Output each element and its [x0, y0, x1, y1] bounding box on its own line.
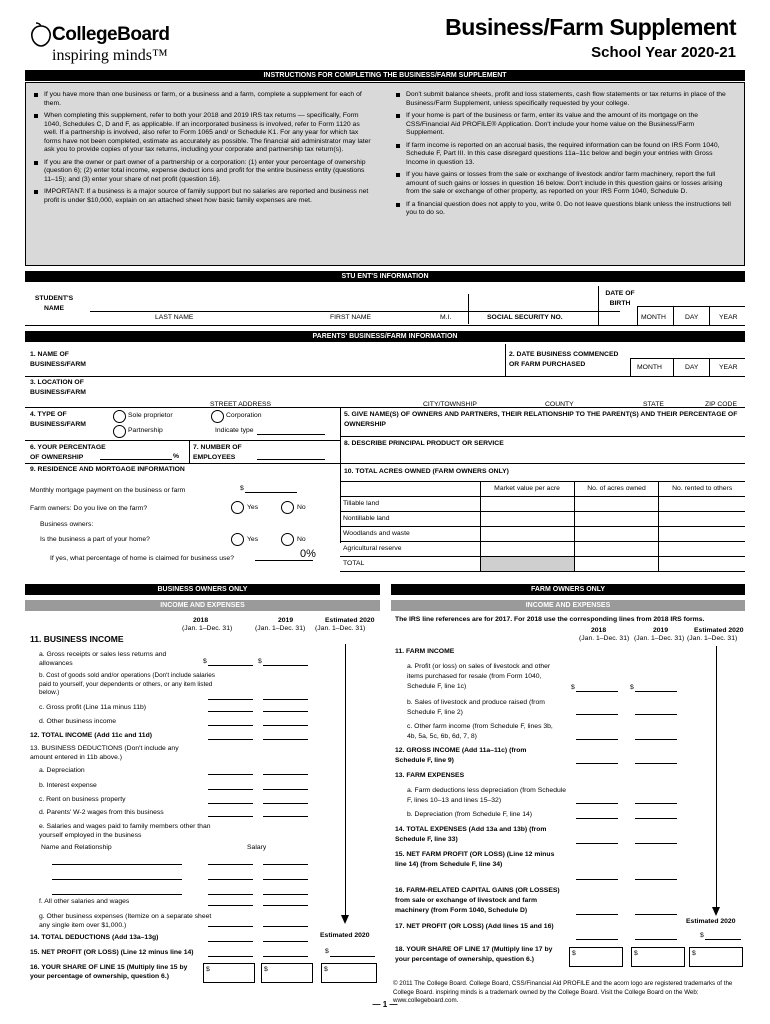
- arrow-head-icon: [712, 907, 720, 916]
- q15-label: 15. NET PROFIT (OR LOSS) (Line 12 minus line 14): [30, 949, 194, 956]
- farm-q15-label: 15. NET FARM PROFIT (OR LOSS) (Line 12 minus line 14) (from Schedule F, line 34): [395, 851, 555, 868]
- q12-2019[interactable]: [263, 732, 308, 740]
- instructions-panel: [25, 82, 745, 266]
- farm-q14-2018[interactable]: [576, 836, 618, 844]
- name-rel-label: Name and Relationship: [41, 844, 112, 851]
- q16-2018-box[interactable]: $: [203, 963, 255, 983]
- last-name-label: LAST NAME: [155, 314, 194, 321]
- dob-day: DAY: [685, 314, 699, 321]
- period-2019: (Jan. 1–Dec. 31): [255, 625, 306, 632]
- farm-q16-2019[interactable]: [635, 907, 677, 915]
- farm-q17-2018[interactable]: [576, 932, 618, 940]
- q13e-label: e. Salaries and wages paid to family members other than yourself employed in the business: [39, 823, 211, 839]
- q13d-label: d. Parents' W-2 wages from this business: [39, 809, 164, 816]
- q10-label: 10. TOTAL ACRES OWNED (FARM OWNERS ONLY): [344, 468, 509, 475]
- farm-q13b-label: b. Depreciation (from Schedule F, line 14): [407, 811, 533, 818]
- student-row: [25, 286, 745, 326]
- mortgage-field[interactable]: [245, 485, 297, 493]
- q13a-2018[interactable]: [208, 767, 253, 775]
- farm-q13b-2018[interactable]: [576, 811, 618, 819]
- acorn-icon: [28, 22, 54, 48]
- sole-proprietor-label: Sole proprietor: [128, 412, 173, 419]
- partnership-label: Partnership: [128, 427, 163, 434]
- q13c-2018[interactable]: [208, 796, 253, 804]
- q13f-label: f. All other salaries and wages: [39, 898, 130, 905]
- q2-day: DAY: [685, 364, 699, 371]
- q13a-2019[interactable]: [263, 767, 308, 775]
- business-section: 2018 2019 Estimated 2020 (Jan. 1–Dec. 31) (Jan. 1–Dec. 31) (Jan. 1–Dec. 31) 11. BUSINESS INCOME a. Gross receipts or sales less returns and allowances $ $ b. Cost of goods sold and/or operations (Don't include salaries paid to yourself, your dependents or others, or any item listed below.) c. Gross profit (Line 11a minus 11b) d. Other business income 12. TOTAL INCOME (Add 11c and 11d) 13. BUSINESS DEDUCTIONS (Don't include any amount entered in 11b above.) a. Depreciation b. Interest expense c. Rent on business property d. Parents' W-2 wages from this business e. Salaries and wages paid to family members other than yourself employed in the business Name and Relationship Salary f. All other salaries and wages g. Other business expenses (Itemize on a separate sheet any single item over $1,000.) 14. TOTAL DEDUCTIONS (Add 13a–13g) Estimated 2020 15. NET PROFIT (OR LOSS) (Line 12 minus line 14) $ 16. YOUR SHARE OF LINE 15 (Multiply line 15 by your percentage of ownership, question 6.) $ $ $: [25, 614, 380, 994]
- q11d-label: d. Other business income: [39, 718, 117, 725]
- brand-name: CollegeBoard: [52, 24, 170, 45]
- farm-q15-2019[interactable]: [635, 872, 677, 880]
- instruction-item: If your home is part of the business or farm, enter its value and the amount of its mortgage on the CSS/Financial Aid PROFILE® Application. Don't include your home value on the Business/Farm Supplement.: [394, 112, 734, 138]
- period-2018: (Jan. 1–Dec. 31): [182, 625, 233, 632]
- est-2020-label: Estimated 2020: [320, 932, 370, 939]
- q16-2020-box[interactable]: $: [321, 963, 377, 983]
- farm-q18-2018-box[interactable]: $: [569, 947, 623, 967]
- corporation-label: Corporation: [226, 412, 262, 419]
- instruction-item: If you are the owner or part owner of a partnership or a corporation: (1) enter your percentage of ownership (question 6); (2) enter total income, expense deduct ions and profit for the entire business entity (questions 11–15); and (3) enter your share of net profit (question 16).: [32, 159, 372, 185]
- q11b-2018[interactable]: [208, 692, 253, 700]
- instructions-right: [394, 91, 734, 222]
- q2-year: YEAR: [719, 364, 738, 371]
- q11-farm-label: 11. FARM INCOME: [395, 648, 455, 655]
- farm-q11b-label: b. Sales of livestock and produce raised (from Schedule F, line 2): [407, 699, 545, 716]
- farm-section: The IRS line references are for 2017. For 2018 use the corresponding lines from 2018 IRS forms. 2018 2019 Estimated 2020 (Jan. 1–Dec. 31) (Jan. 1–Dec. 31) (Jan. 1–Dec. 31) 11. FARM INCOME a. Profit (or loss) on sales of livestock and other items purchased for resale (from Form 1040, Schedule F, line 1c) $ $ b. Sales of livestock and produce raised (from Schedule F, line 2) c. Other farm income (from Schedule F, lines 3b, 4b, 5a, 5c, 6b, 6d, 7, 8) 12. GROSS INCOME (Add 11a–11c) (from Schedule F, line 9) 13. FARM EXPENSES a. Farm deductions less depreciation (from Schedule F, lines 10–13 and lines 15–32) b. Depreciation (from Schedule F, line 14) 14. TOTAL EXPENSES (Add 13a and 13b) (from Schedule F, line 33) 15. NET FARM PROFIT (OR LOSS) (Line 12 minus line 14) (from Schedule F, line 34) 16. FARM-RELATED CAPITAL GAINS (OR LOSSES) from sale or exchange of livestock and farm machinery (from Form 1040, Schedule D) Estimated 2020 17. NET PROFIT (OR LOSS) (Add lines 15 and 16) $ 18. YOUR SHARE OF LINE 17 (Multiply line 17 by your percentage of ownership, question 6.) $ $ $: [391, 614, 745, 984]
- down-arrow-icon: [345, 644, 346, 916]
- farm-q13a-2019[interactable]: [635, 796, 677, 804]
- home-part-no: No: [297, 536, 306, 543]
- business-owners-title: BUSINESS OWNERS ONLY: [25, 584, 380, 595]
- table-row: Agricultural reserve: [340, 542, 745, 557]
- q13d-2018[interactable]: [208, 809, 253, 817]
- student-name-label: STUDENT'S NAME: [34, 295, 74, 312]
- indicate-type-label: Indicate type: [215, 427, 254, 434]
- farm-q11c-2019[interactable]: [635, 732, 677, 740]
- first-name-label: FIRST NAME: [330, 314, 372, 321]
- salary-label: Salary: [247, 844, 267, 851]
- indicate-type-field[interactable]: [257, 427, 325, 435]
- farm-q11b-2019[interactable]: [635, 707, 677, 715]
- table-row: Woodlands and waste: [340, 527, 745, 542]
- business-ie-title: INCOME AND EXPENSES: [25, 600, 380, 611]
- q4-label: 4. TYPE OF BUSINESS/FARM: [30, 411, 86, 428]
- state-label: STATE: [643, 401, 664, 408]
- q16-2019-box[interactable]: $: [261, 963, 313, 983]
- farm-q11a-label: a. Profit (or loss) on sales of livestock and other items purchased for resale (from Form 1040, Schedule F, line 1c): [407, 663, 551, 690]
- home-part-yes-radio[interactable]: [231, 533, 244, 546]
- table-row: Nontillable land: [340, 512, 745, 527]
- farm-q13a-label: a. Farm deductions less depreciation (from Schedule F, lines 10–13 and lines 15–32): [407, 787, 567, 804]
- school-year: School Year 2020-21: [591, 44, 736, 61]
- farm-est-2020-label: Estimated 2020: [686, 918, 736, 925]
- farm-q15-2018[interactable]: [576, 872, 618, 880]
- instructions-title: INSTRUCTIONS FOR COMPLETING THE BUSINESS/FARM SUPPLEMENT: [25, 70, 745, 81]
- farm-q14-2019[interactable]: [635, 836, 677, 844]
- q5-label: 5. GIVE NAME(S) OF OWNERS AND PARTNERS, THEIR RELATIONSHIP TO THE PARENT(S) AND THEIR PERCENTAGE OF OWNERSHIP: [344, 411, 738, 428]
- home-part-label: Is the business a part of your home?: [40, 536, 150, 543]
- acres-col-header: No. rented to others: [659, 482, 745, 497]
- family-member-field[interactable]: [52, 857, 182, 865]
- table-row: TOTAL: [340, 557, 745, 572]
- home-part-no-radio[interactable]: [281, 533, 294, 546]
- farm-owners-title: FARM OWNERS ONLY: [391, 584, 745, 595]
- q6-label: 6. YOUR PERCENTAGE OF OWNERSHIP: [30, 444, 106, 461]
- year-2018: 2018: [193, 617, 209, 624]
- q13b-2018[interactable]: [208, 782, 253, 790]
- home-part-yes: Yes: [247, 536, 259, 543]
- q11a-label: a. Gross receipts or sales less returns and allowances: [39, 651, 167, 667]
- q13g-label: g. Other business expenses (Itemize on a separate sheet any single item over $1,000.): [39, 913, 212, 929]
- instruction-item: Don't submit balance sheets, profit and loss statements, cash flow statements or tax returns in place of the Business/Farm Supplement, unless specifically requested by your college.: [394, 91, 734, 108]
- student-section-title: STU ENT'S INFORMATION: [25, 271, 745, 282]
- acres-col-header: Market value per acre: [480, 482, 574, 497]
- q11a-2019[interactable]: [263, 658, 308, 666]
- q12-label: 12. TOTAL INCOME (Add 11c and 11d): [30, 732, 152, 739]
- ownership-field[interactable]: [100, 452, 172, 460]
- farm-year-2020: Estimated 2020: [694, 627, 744, 634]
- q13c-2019[interactable]: [263, 796, 308, 804]
- acres-table: [340, 481, 745, 572]
- page-number: — 1 —: [372, 1000, 398, 1009]
- q9-label: 9. RESIDENCE AND MORTGAGE INFORMATION: [30, 466, 185, 473]
- city-label: CITY/TOWNSHIP: [423, 401, 477, 408]
- q11a-2018[interactable]: [208, 658, 253, 666]
- farm-q13-label: 13. FARM EXPENSES: [395, 772, 465, 779]
- q14-2018[interactable]: [208, 934, 253, 942]
- pct-home-value: 0%: [300, 548, 316, 560]
- farm-year-2019: 2019: [653, 627, 669, 634]
- instruction-item: When completing this supplement, refer to both your 2018 and 2019 IRS tax returns — specifically, Form 1040, Schedules C, D and F, as applicable. If an incorporated business is involved, refer to Form 1120 as well. If a partnership is involved, also refer to Form 1065 and/ or Schedule K1. For any year for which tax forms have not been completed, estimate as accurately as possible. The financial aid administrator may later ask you to provide copies of your tax returns, including your corporate and partnership tax return(s).: [32, 112, 372, 155]
- q16-label: 16. YOUR SHARE OF LINE 15 (Multiply line 15 by your percentage of ownership, question 6.): [30, 964, 188, 980]
- farm-q12-2018[interactable]: [576, 756, 618, 764]
- farm-q16-2018[interactable]: [576, 907, 618, 915]
- q14-label: 14. TOTAL DEDUCTIONS (Add 13a–13g): [30, 934, 159, 941]
- q1-label: 1. NAME OF BUSINESS/FARM: [30, 351, 86, 368]
- q7-label: 7. NUMBER OF EMPLOYEES: [193, 444, 242, 461]
- farm-q17-label: 17. NET PROFIT (OR LOSS) (Add lines 15 and 16): [395, 923, 554, 930]
- farm-q11a-2018[interactable]: [576, 684, 618, 692]
- q13b-2019[interactable]: [263, 782, 308, 790]
- q8-label: 8. DESCRIBE PRINCIPAL PRODUCT OR SERVICE: [344, 440, 504, 447]
- partnership-radio[interactable]: [113, 425, 126, 438]
- q14-2019[interactable]: [263, 934, 308, 942]
- q11b-label: b. Cost of goods sold and/or operations (Don't include salaries paid to yourself, your dependents or others, or any item listed below.): [39, 672, 215, 696]
- farm-note: The IRS line references are for 2017. For 2018 use the corresponding lines from 2018 IRS forms.: [395, 616, 705, 623]
- arrow-head-icon: [341, 915, 349, 924]
- q13b-label: b. Interest expense: [39, 782, 97, 789]
- q11c-label: c. Gross profit (Line 11a minus 11b): [39, 704, 147, 711]
- year-est-2020: Estimated 2020: [325, 617, 375, 624]
- college-board-logo: [28, 20, 228, 66]
- farm-q12-label: 12. GROSS INCOME (Add 11a–11c) (from Schedule F, line 9): [395, 747, 527, 764]
- family-member-field[interactable]: [52, 872, 182, 880]
- instruction-item: IMPORTANT: If a business is a major source of family support but no salaries are reported and business net profit is under $10,000, explain on an attached sheet how basic family expenses are met.: [32, 188, 372, 205]
- q13c-label: c. Rent on business property: [39, 796, 126, 803]
- instruction-item: If a financial question does not apply to you, write 0. Do not leave questions blank unless the instructions tell you to do so.: [394, 201, 734, 218]
- street-label: STREET ADDRESS: [210, 401, 272, 408]
- q3-label: 3. LOCATION OF BUSINESS/FARM: [30, 379, 86, 396]
- employees-field[interactable]: [257, 452, 325, 460]
- farm-q17-2019[interactable]: [635, 932, 677, 940]
- period-2020: (Jan. 1–Dec. 31): [315, 625, 366, 632]
- q15-2019[interactable]: [263, 949, 308, 957]
- farm-q17-2020[interactable]: [705, 932, 741, 940]
- farm-q16-label: 16. FARM-RELATED CAPITAL GAINS (OR LOSSES) from sale or exchange of livestock and farm machinery (from Form 1040, Schedule D): [395, 887, 560, 914]
- q13f-2019[interactable]: [263, 898, 308, 906]
- q11d-2018[interactable]: [208, 718, 253, 726]
- farm-q12-2019[interactable]: [635, 756, 677, 764]
- q15-2020[interactable]: [330, 949, 375, 957]
- dob-year: YEAR: [719, 314, 738, 321]
- year-2019: 2019: [278, 617, 294, 624]
- q13f-2018[interactable]: [208, 898, 253, 906]
- q13-label: 13. BUSINESS DEDUCTIONS (Don't include any amount entered in 11b above.): [30, 745, 179, 761]
- farm-ie-title: INCOME AND EXPENSES: [391, 600, 745, 611]
- q11c-2019[interactable]: [263, 704, 308, 712]
- farm-q18-2020-box[interactable]: $: [689, 947, 743, 967]
- q13g-2018[interactable]: [208, 919, 253, 927]
- farm-q11c-label: c. Other farm income (from Schedule F, lines 3b, 4b, 5a, 5c, 6b, 6d, 7, 8): [407, 723, 553, 740]
- q11-business-label: 11. BUSINESS INCOME: [30, 634, 124, 644]
- brand-tagline: inspiring minds™: [52, 47, 168, 64]
- corporation-radio[interactable]: [211, 410, 224, 423]
- instruction-item: If you have more than one business or farm, or a business and a farm, complete a supplement for each of them.: [32, 91, 372, 108]
- q11d-2019[interactable]: [263, 718, 308, 726]
- business-owners-label: Business owners:: [40, 521, 94, 528]
- pct-sign: %: [173, 453, 180, 460]
- parents-section: [25, 344, 745, 586]
- farm-q18-2019-box[interactable]: $: [631, 947, 685, 967]
- farm-q13b-2019[interactable]: [635, 811, 677, 819]
- parents-section-title: PARENTS' BUSINESS/FARM INFORMATION: [25, 331, 745, 342]
- zip-label: ZIP CODE: [705, 401, 737, 408]
- farm-q11b-2018[interactable]: [576, 707, 618, 715]
- instruction-item: If you have gains or losses from the sale or exchange of livestock and/or farm machinery, report the full amount of such gains or losses in question 16 below. Don't include in this question gains or losses arising from the sale or exchange of other property, as reported on your IRS Form 1040, Schedule D.: [394, 171, 734, 197]
- q13g-2019[interactable]: [263, 919, 308, 927]
- mi-label: M.I.: [440, 314, 452, 321]
- county-label: COUNTY: [545, 401, 574, 408]
- farm-year-2018: 2018: [591, 627, 607, 634]
- instruction-item: If farm income is reported on an accrual basis, the required information can be found on IRS Form 1040, Schedule F, Part III. In this case disregard questions 11a–11c below and begin your entries with Gross Income in question 13.: [394, 142, 734, 168]
- live-on-farm-yes: Yes: [247, 504, 259, 511]
- ssn-label: SOCIAL SECURITY NO.: [487, 314, 563, 321]
- live-on-farm-label: Farm owners: Do you live on the farm?: [30, 505, 148, 512]
- live-on-farm-no: No: [297, 504, 306, 511]
- farm-q18-label: 18. YOUR SHARE OF LINE 17 (Multiply line 17 by your percentage of ownership, question 6.): [395, 946, 553, 963]
- acres-col-header: No. of acres owned: [574, 482, 659, 497]
- dob-month: MONTH: [641, 314, 666, 321]
- q13d-2019[interactable]: [263, 809, 308, 817]
- form-title: Business/Farm Supplement: [445, 14, 736, 40]
- table-row: Tillable land: [340, 497, 745, 512]
- down-arrow-icon: [716, 646, 717, 908]
- family-member-field[interactable]: [52, 887, 182, 895]
- mortgage-label: Monthly mortgage payment on the business or farm: [30, 487, 186, 494]
- q11c-2018[interactable]: [208, 704, 253, 712]
- mortgage-dollar: $: [240, 485, 244, 492]
- copyright: © 2011 The College Board. College Board, CSS/Financial Aid PROFILE and the acorn logo are registered trademarks of the College Board. inspiring minds is a trademark owned by the College Board. Visit the College Board on the Web: www.collegeboard.com.: [393, 980, 733, 1004]
- q2-month: MONTH: [637, 364, 662, 371]
- sole-proprietor-radio[interactable]: [113, 410, 126, 423]
- dob-label: DATE OF BIRTH: [605, 290, 635, 307]
- live-on-farm-yes-radio[interactable]: [231, 501, 244, 514]
- q13a-label: a. Depreciation: [39, 767, 85, 774]
- live-on-farm-no-radio[interactable]: [281, 501, 294, 514]
- q12-2018[interactable]: [208, 732, 253, 740]
- farm-q13a-2018[interactable]: [576, 796, 618, 804]
- farm-q11a-2019[interactable]: [635, 684, 677, 692]
- instructions-left: [32, 91, 372, 209]
- farm-q14-label: 14. TOTAL EXPENSES (Add 13a and 13b) (from Schedule F, line 33): [395, 826, 547, 843]
- farm-q11c-2018[interactable]: [576, 732, 618, 740]
- pct-home-label: If yes, what percentage of home is claimed for business use?: [50, 555, 234, 562]
- q15-2018[interactable]: [208, 949, 253, 957]
- student-name-field[interactable]: [90, 288, 620, 312]
- q2-label: 2. DATE BUSINESS COMMENCED OR FARM PURCHASED: [509, 351, 619, 368]
- q11b-2019[interactable]: [263, 692, 308, 700]
